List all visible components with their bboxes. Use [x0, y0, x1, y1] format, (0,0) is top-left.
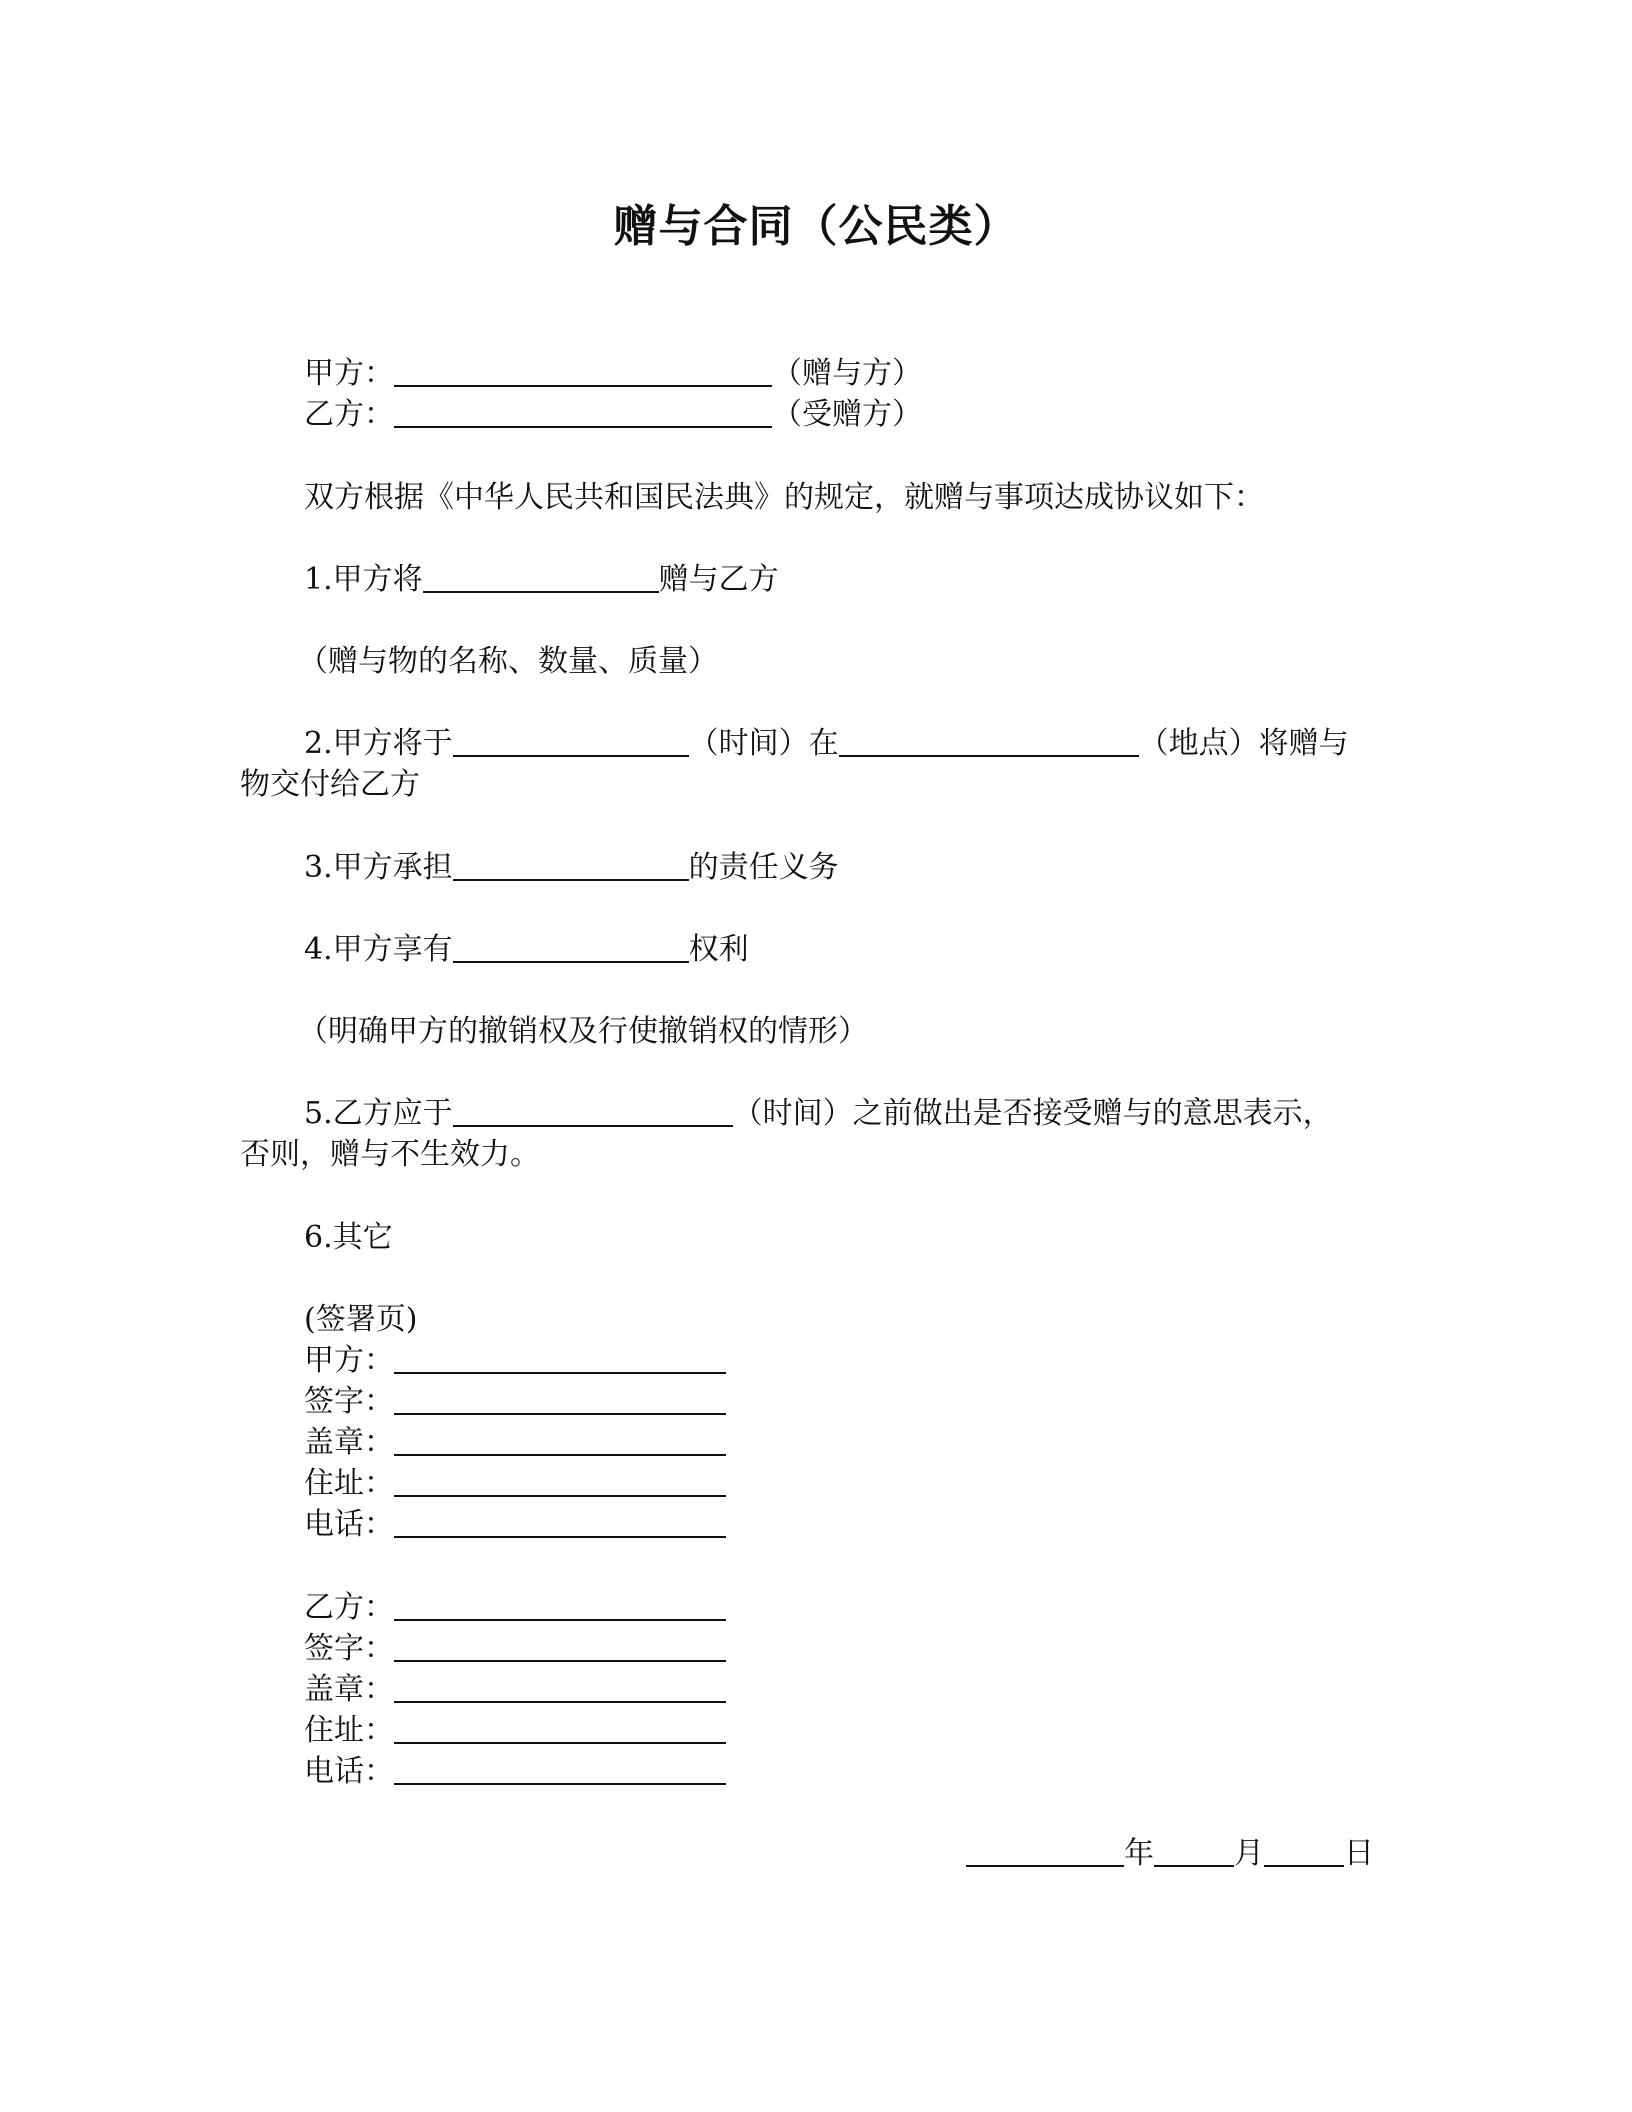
- sig-b-phone: [304, 1752, 726, 1792]
- date-month-label: 月: [1234, 1836, 1264, 1871]
- clause-4-note: （明确甲方的撤销权及行使撤销权的情形）: [298, 1014, 868, 1049]
- sig-b-address-label: 住址：: [304, 1713, 394, 1748]
- sig-b-seal-blank[interactable]: [394, 1671, 726, 1703]
- clause-5-suffix: （时间）之前做出是否接受赠与的意思表示，: [732, 1096, 1333, 1131]
- sig-a-address-blank[interactable]: [394, 1465, 726, 1497]
- party-a-label: 甲方：: [304, 356, 394, 391]
- sig-b-seal: [304, 1670, 726, 1710]
- sig-a-sign: [304, 1382, 726, 1422]
- page-title: 赠与合同（公民类）: [613, 201, 1019, 252]
- sig-b-sign-blank[interactable]: [394, 1630, 726, 1662]
- clause-1: [304, 560, 779, 600]
- clause-2-mid2: （地点）将赠与: [1138, 726, 1349, 761]
- clause-3: [304, 848, 839, 888]
- sig-b-party: [304, 1588, 726, 1628]
- date-year-blank[interactable]: [966, 1835, 1124, 1867]
- sig-a-phone-blank[interactable]: [394, 1506, 726, 1538]
- clause-2-place-blank[interactable]: [839, 725, 1139, 757]
- party-b-blank[interactable]: [394, 396, 772, 428]
- sig-a-seal-label: 盖章：: [304, 1425, 394, 1460]
- clause-1-blank[interactable]: [423, 561, 659, 593]
- sig-a-sign-blank[interactable]: [394, 1383, 726, 1415]
- date-day-label: 日: [1344, 1836, 1374, 1871]
- clause-2: [304, 724, 1349, 764]
- sig-b-phone-blank[interactable]: [394, 1753, 726, 1785]
- clause-3-suffix: 的责任义务: [688, 850, 839, 885]
- sig-a-address-label: 住址：: [304, 1466, 394, 1501]
- party-a-role: （赠与方）: [772, 356, 922, 391]
- clause-1-suffix: 赠与乙方: [658, 562, 779, 597]
- clause-4-prefix: 4.甲方享有: [304, 932, 453, 967]
- clause-2-mid1: （时间）在: [688, 726, 839, 761]
- sig-a-party-label: 甲方：: [304, 1343, 394, 1378]
- date-line: [966, 1834, 1374, 1874]
- sig-b-party-label: 乙方：: [304, 1590, 394, 1625]
- clause-1-prefix: 1.甲方将: [304, 562, 423, 597]
- sig-a-party-blank[interactable]: [394, 1342, 726, 1374]
- sig-a-party: [304, 1341, 726, 1381]
- clause-5-prefix: 5.乙方应于: [304, 1096, 453, 1131]
- party-a-blank[interactable]: [394, 355, 772, 387]
- clause-2-continuation: 物交付给乙方: [240, 767, 420, 802]
- sig-b-address: [304, 1711, 726, 1751]
- party-b-line: [304, 395, 922, 435]
- party-a-line: [304, 354, 922, 394]
- clause-4-suffix: 权利: [688, 932, 749, 967]
- clause-3-blank[interactable]: [453, 849, 689, 881]
- party-b-label: 乙方：: [304, 397, 394, 432]
- clause-6: 6.其它: [304, 1220, 393, 1255]
- sig-a-address: [304, 1464, 726, 1504]
- clause-5: [304, 1094, 1333, 1134]
- sig-a-phone: [304, 1505, 726, 1545]
- party-b-role: （受赠方）: [772, 397, 922, 432]
- sig-b-party-blank[interactable]: [394, 1589, 726, 1621]
- sig-b-phone-label: 电话：: [304, 1754, 394, 1789]
- clause-5-continuation: 否则，赠与不生效力。: [240, 1137, 540, 1172]
- date-day-blank[interactable]: [1264, 1835, 1344, 1867]
- sig-a-seal: [304, 1423, 726, 1463]
- clause-1-note: （赠与物的名称、数量、质量）: [298, 644, 718, 679]
- clause-2-prefix: 2.甲方将于: [304, 726, 453, 761]
- clause-3-prefix: 3.甲方承担: [304, 850, 453, 885]
- sig-a-sign-label: 签字：: [304, 1384, 394, 1419]
- intro-paragraph: 双方根据《中华人民共和国民法典》的规定，就赠与事项达成协议如下：: [304, 480, 1264, 515]
- date-month-blank[interactable]: [1154, 1835, 1234, 1867]
- sig-b-seal-label: 盖章：: [304, 1672, 394, 1707]
- date-year-label: 年: [1124, 1836, 1154, 1871]
- clause-2-time-blank[interactable]: [453, 725, 689, 757]
- clause-4-blank[interactable]: [453, 931, 689, 963]
- sig-a-seal-blank[interactable]: [394, 1424, 726, 1456]
- sig-a-phone-label: 电话：: [304, 1507, 394, 1542]
- sig-b-sign-label: 签字：: [304, 1631, 394, 1666]
- sig-b-address-blank[interactable]: [394, 1712, 726, 1744]
- clause-4: [304, 930, 749, 970]
- clause-5-blank[interactable]: [453, 1095, 733, 1127]
- signature-heading: (签署页): [304, 1302, 418, 1337]
- sig-b-sign: [304, 1629, 726, 1669]
